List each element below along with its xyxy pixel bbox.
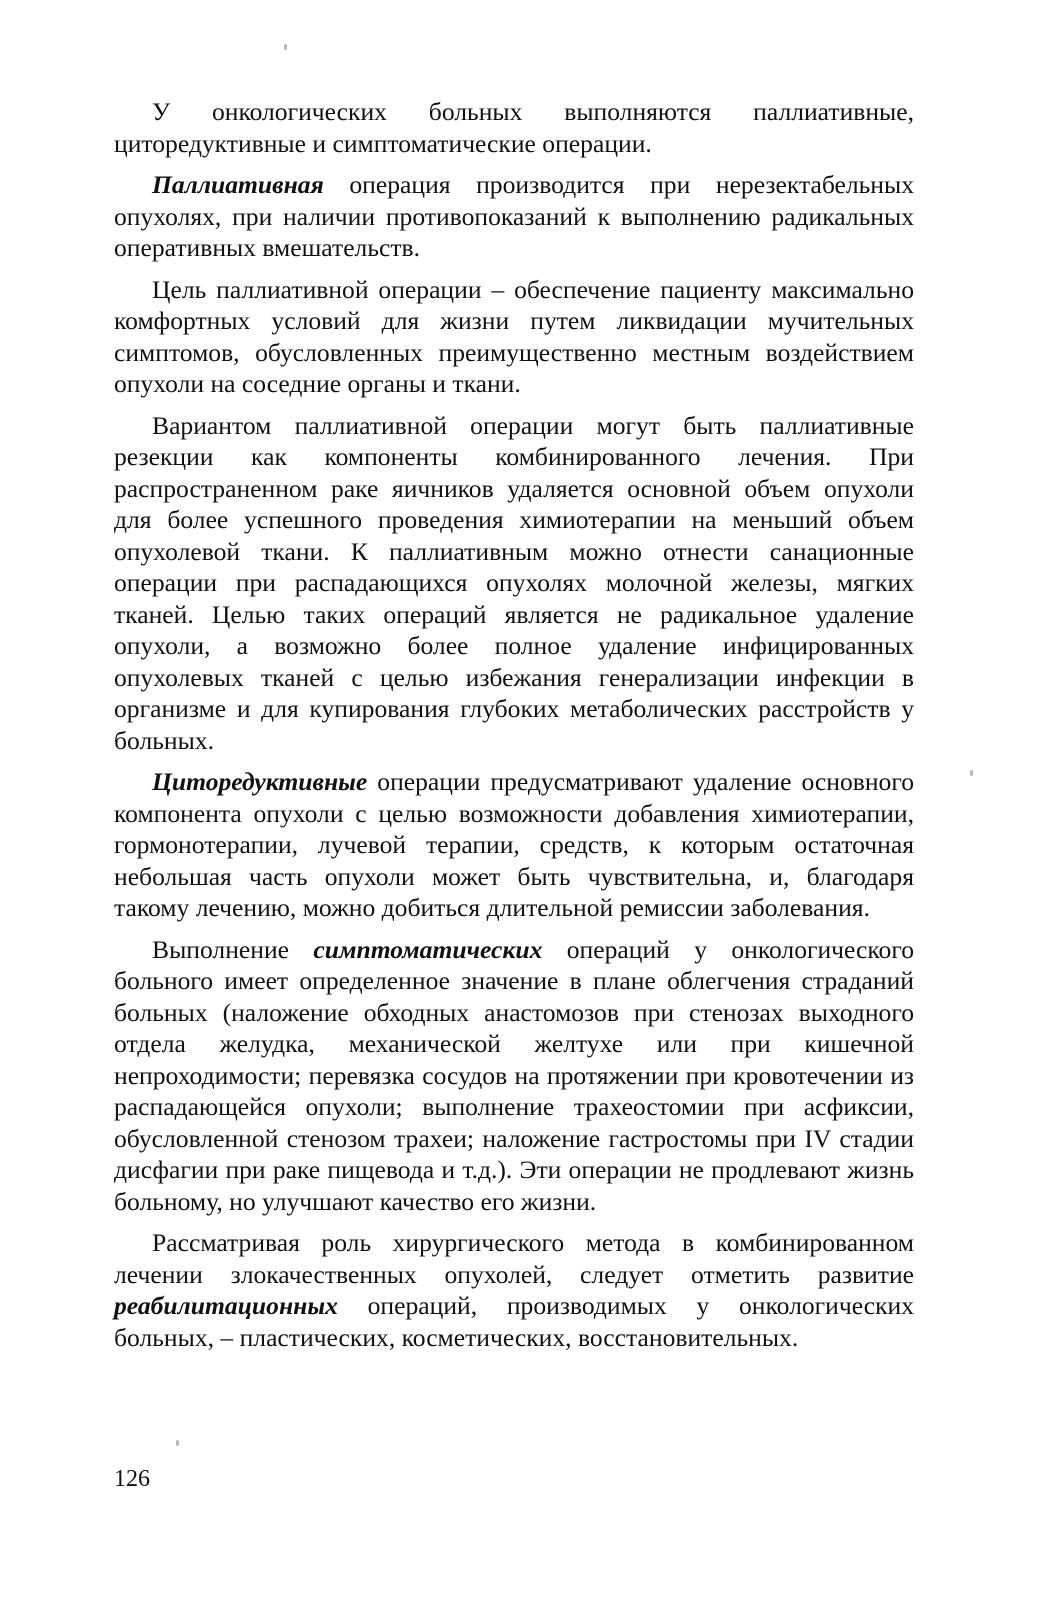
scan-speck: [176, 1440, 179, 1446]
term-palliative: Паллиативная: [152, 170, 324, 199]
term-symptomatic: симптоматических: [313, 934, 543, 964]
paragraph-intro: [114, 96, 914, 159]
paragraph-text-lead: Выполнение: [152, 934, 314, 964]
page-number: 126: [114, 1466, 150, 1492]
term-cytoreductive: Циторедуктивные: [152, 767, 368, 796]
page-body: [114, 96, 914, 1363]
paragraph-text: У онкологических больных выполняются паллиативные, циторедуктивные и симптоматические операции.: [114, 97, 914, 158]
paragraph-cytoreductive: [114, 766, 914, 924]
paragraph-text: операций у онкологического больного имеет определенное значение в плане облегчения страданий больных (наложение обходных анастомозов при стенозах выходного отдела желудка, механической желтухе или при кишечной непроходимости; перевязка сосудов на протяжении при кровотечении из распадающейся опухоли; выполнение трахеостомии при асфиксии, обусловленной стенозом трахеи; наложение гастростомы при IV стадии дисфагии при раке пищевода и т.д.). Эти операции не продлевают жизнь больному, но улучшают качество его жизни.: [114, 934, 915, 1216]
term-rehabilitation: реабилитационных: [114, 1291, 338, 1320]
paragraph-palliative-goal: [114, 274, 914, 400]
paragraph-palliative-variants: [114, 410, 914, 757]
paragraph-text: операции предусматривают удаление основного компонента опухоли с целью возможности добавления химиотерапии, гормонотерапии, лучевой терапии, средств, к которым остаточная небольшая часть опухоли может быть чувствительна, и, благодаря такому лечению, можно добиться длительной ремиссии заболевания.: [114, 767, 914, 922]
paragraph-rehabilitation: [114, 1227, 914, 1353]
paragraph-symptomatic: [114, 934, 914, 1218]
paragraph-text: Вариантом паллиативной операции могут быть паллиативные резекции как компоненты комбинированного лечения. При распространенном раке яичников удаляется основной объем опухоли для более успешного проведения химиотерапии на меньший объем опухолевой ткани. К паллиативным можно отнести санационные операции при распадающихся опухолях молочной железы, мягких тканей. Целью таких операций является не радикальное удаление опухоли, а возможно более полное удаление инфицированных опухолевых тканей с целью избежания генерализации инфекции в организме и для купирования глубоких метаболических расстройств у больных.: [114, 410, 914, 755]
scan-speck: [970, 770, 973, 776]
scan-speck: [284, 44, 287, 50]
paragraph-text: операция производится при нерезектабельных опухолях, при наличии противопоказаний к выполнению радикальных оперативных вмешательств.: [114, 170, 914, 262]
paragraph-text: Цель паллиативной операции – обеспечение пациенту максимально комфортных условий для жизни путем ликвидации мучительных симптомов, обусловленных преимущественно местным воздействием опухоли на соседние органы и ткани.: [114, 274, 914, 398]
paragraph-text-lead: Рассматривая роль хирургического метода в комбинированном лечении злокачественных опухолей, следует отметить развитие: [114, 1228, 914, 1289]
paragraph-text: операций, производимых у онкологических больных, – пластических, косметических, восстановительных.: [114, 1291, 914, 1352]
paragraph-palliative-definition: [114, 169, 914, 264]
